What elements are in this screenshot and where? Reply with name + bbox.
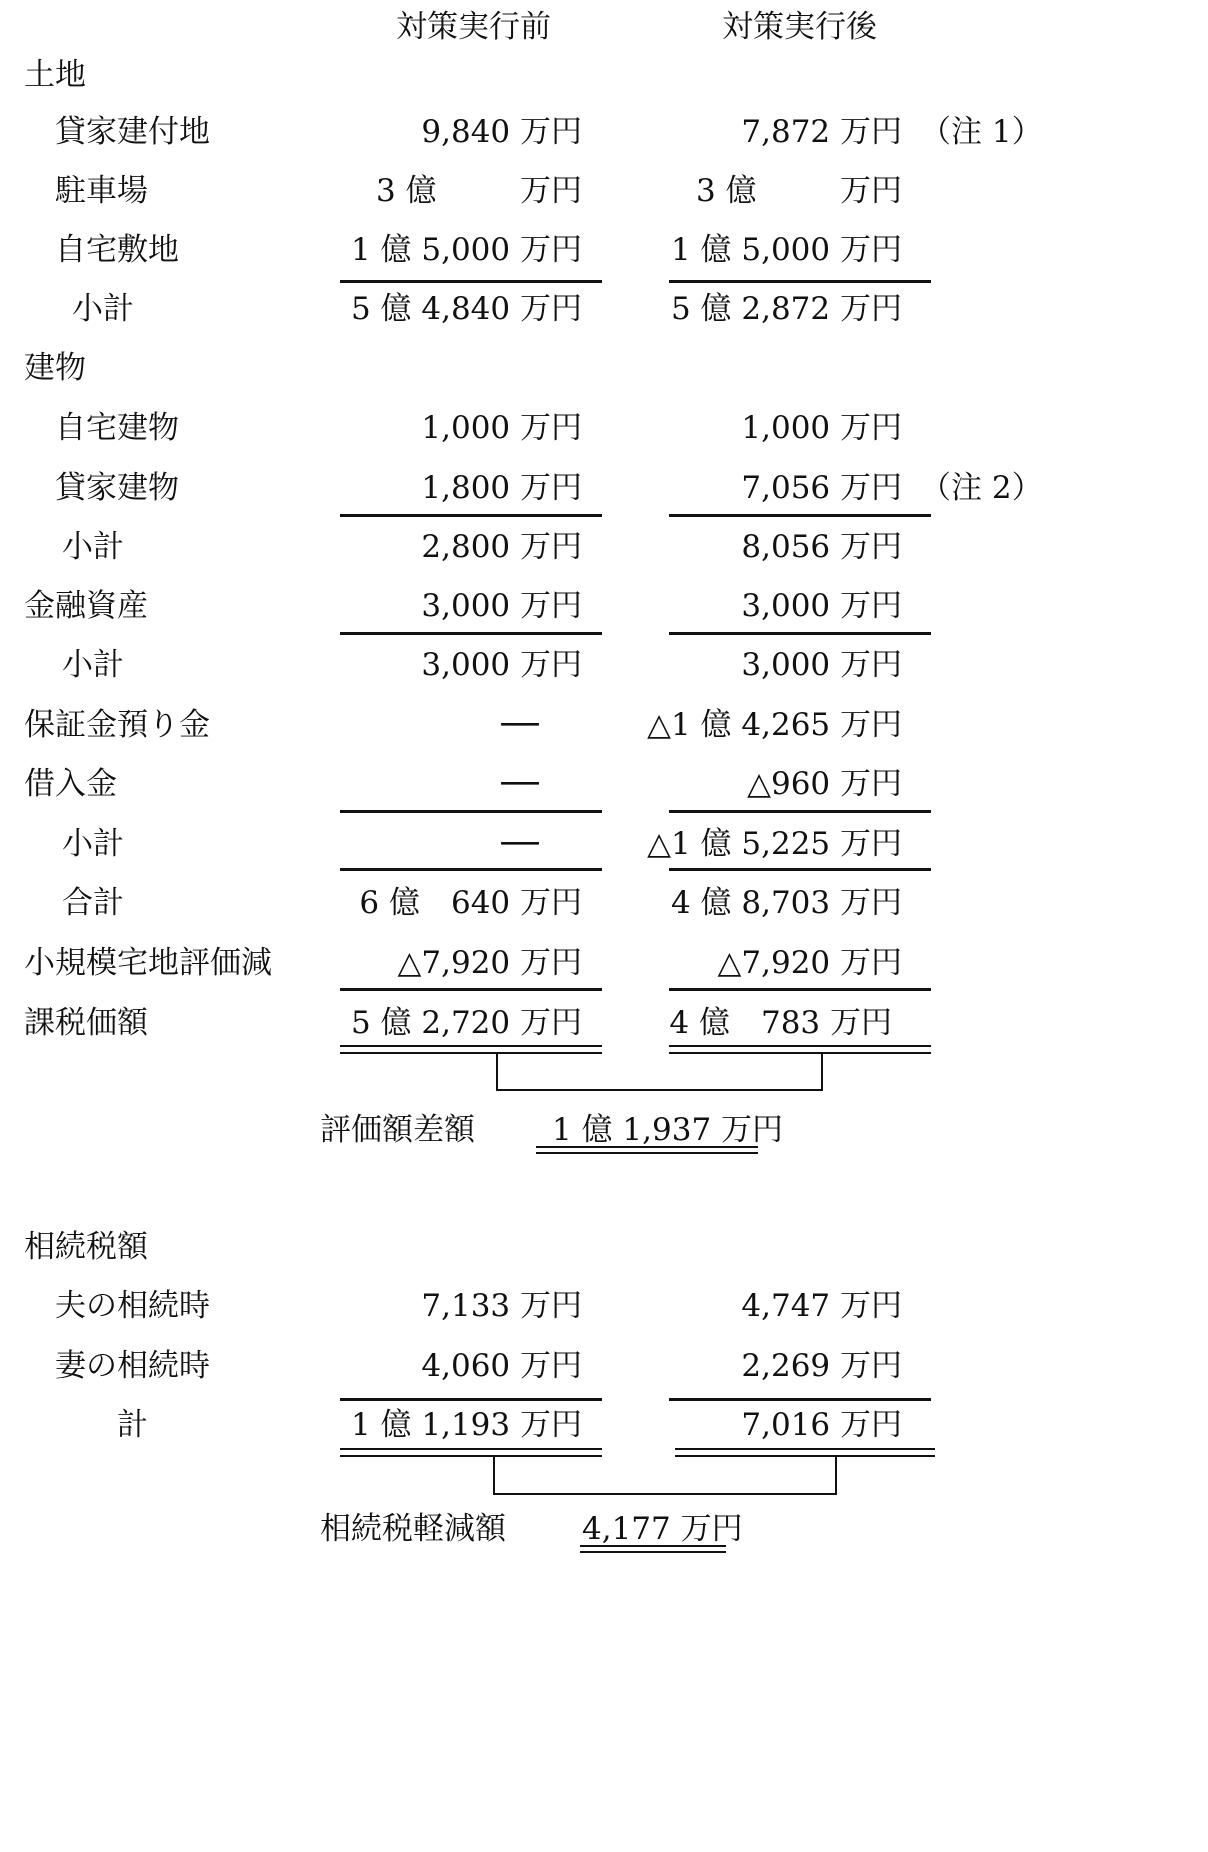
building-heading: 建物 xyxy=(24,350,86,386)
taxable-before: 5 億 2,720 万円 xyxy=(350,1005,582,1041)
row-before: 4,060 万円 xyxy=(421,1348,582,1384)
double-rule xyxy=(675,1448,935,1457)
subtotal-after: 8,056 万円 xyxy=(741,529,902,565)
row-label: 保証金預り金 xyxy=(24,707,210,743)
row-label: 夫の相続時 xyxy=(55,1288,210,1324)
tax-total-after: 7,016 万円 xyxy=(741,1407,902,1443)
row-after-oku: 3 億 xyxy=(696,173,757,209)
total-before: 6 億 640 万円 xyxy=(359,885,582,921)
land-heading: 土地 xyxy=(24,57,86,93)
row-label: 小規模宅地評価減 xyxy=(24,945,272,981)
row-before: 9,840 万円 xyxy=(421,114,582,150)
taxable-after: 4 億 783 万円 xyxy=(669,1005,892,1041)
divider xyxy=(669,1398,931,1401)
subtotal-after: 3,000 万円 xyxy=(741,647,902,683)
divider xyxy=(669,514,931,517)
subtotal-before: 5 億 4,840 万円 xyxy=(350,291,582,327)
subtotal-before: 2,800 万円 xyxy=(421,529,582,565)
row-label: 妻の相続時 xyxy=(55,1348,210,1384)
note-2: （注 2） xyxy=(920,470,1043,506)
row-label: 自宅建物 xyxy=(55,410,179,446)
row-label: 金融資産 xyxy=(24,588,148,624)
divider xyxy=(340,810,602,813)
divider xyxy=(340,868,602,871)
row-after: △1 億 4,265 万円 xyxy=(647,707,902,743)
double-rule xyxy=(340,1448,602,1457)
row-after: 7,056 万円 xyxy=(741,470,902,506)
row-label: 借入金 xyxy=(24,766,117,802)
row-after: △7,920 万円 xyxy=(717,945,902,981)
subtotal-label: 小計 xyxy=(72,291,134,327)
row-label: 自宅敷地 xyxy=(55,232,179,268)
row-before-oku: 3 億 xyxy=(376,173,437,209)
row-after: 7,872 万円 xyxy=(741,114,902,150)
header-before: 対策実行前 xyxy=(396,9,551,45)
valuation-diff-value: 1 億 1,937 万円 xyxy=(552,1112,784,1148)
divider xyxy=(669,280,931,283)
inheritance-tax-heading: 相続税額 xyxy=(24,1229,148,1265)
tax-total-label: 計 xyxy=(117,1407,148,1443)
row-before: 7,133 万円 xyxy=(421,1288,582,1324)
note-1: （注 1） xyxy=(920,114,1043,150)
double-underline xyxy=(536,1146,758,1154)
subtotal-before: ── xyxy=(501,826,539,862)
tax-reduction-value: 4,177 万円 xyxy=(582,1511,743,1547)
row-after: 1 億 5,000 万円 xyxy=(670,232,902,268)
divider xyxy=(340,514,602,517)
subtotal-label: 小計 xyxy=(62,647,124,683)
row-after: 2,269 万円 xyxy=(741,1348,902,1384)
divider xyxy=(669,988,931,991)
divider xyxy=(340,1398,602,1401)
row-label: 貸家建物 xyxy=(55,470,179,506)
row-before: ── xyxy=(501,707,539,743)
tax-total-before: 1 億 1,193 万円 xyxy=(350,1407,582,1443)
row-label: 駐車場 xyxy=(55,173,148,209)
divider xyxy=(340,988,602,991)
taxable-label: 課税価額 xyxy=(24,1005,148,1041)
total-after: 4 億 8,703 万円 xyxy=(670,885,902,921)
double-rule xyxy=(340,1045,602,1054)
subtotal-after: △1 億 5,225 万円 xyxy=(647,826,902,862)
difference-bracket xyxy=(496,1054,823,1091)
row-after: 1,000 万円 xyxy=(741,410,902,446)
row-after: 4,747 万円 xyxy=(741,1288,902,1324)
row-before: 万円 xyxy=(520,173,582,209)
divider xyxy=(340,280,602,283)
difference-bracket xyxy=(493,1457,837,1495)
row-after: △960 万円 xyxy=(747,766,902,802)
subtotal-after: 5 億 2,872 万円 xyxy=(670,291,902,327)
double-underline xyxy=(580,1545,726,1553)
row-before: 1,800 万円 xyxy=(421,470,582,506)
divider xyxy=(340,632,602,635)
row-label: 貸家建付地 xyxy=(55,114,210,150)
row-before: 1 億 5,000 万円 xyxy=(350,232,582,268)
subtotal-label: 小計 xyxy=(62,529,124,565)
header-after: 対策実行後 xyxy=(722,9,877,45)
double-rule xyxy=(669,1045,931,1054)
row-before: 3,000 万円 xyxy=(421,588,582,624)
tax-reduction-label: 相続税軽減額 xyxy=(320,1511,506,1547)
row-before: ── xyxy=(501,766,539,802)
total-label: 合計 xyxy=(62,885,124,921)
row-before: 1,000 万円 xyxy=(421,410,582,446)
divider xyxy=(669,632,931,635)
valuation-diff-label: 評価額差額 xyxy=(320,1112,475,1148)
divider xyxy=(669,810,931,813)
divider xyxy=(669,868,931,871)
subtotal-before: 3,000 万円 xyxy=(421,647,582,683)
subtotal-label: 小計 xyxy=(62,826,124,862)
row-before: △7,920 万円 xyxy=(397,945,582,981)
row-after: 3,000 万円 xyxy=(741,588,902,624)
row-after: 万円 xyxy=(840,173,902,209)
